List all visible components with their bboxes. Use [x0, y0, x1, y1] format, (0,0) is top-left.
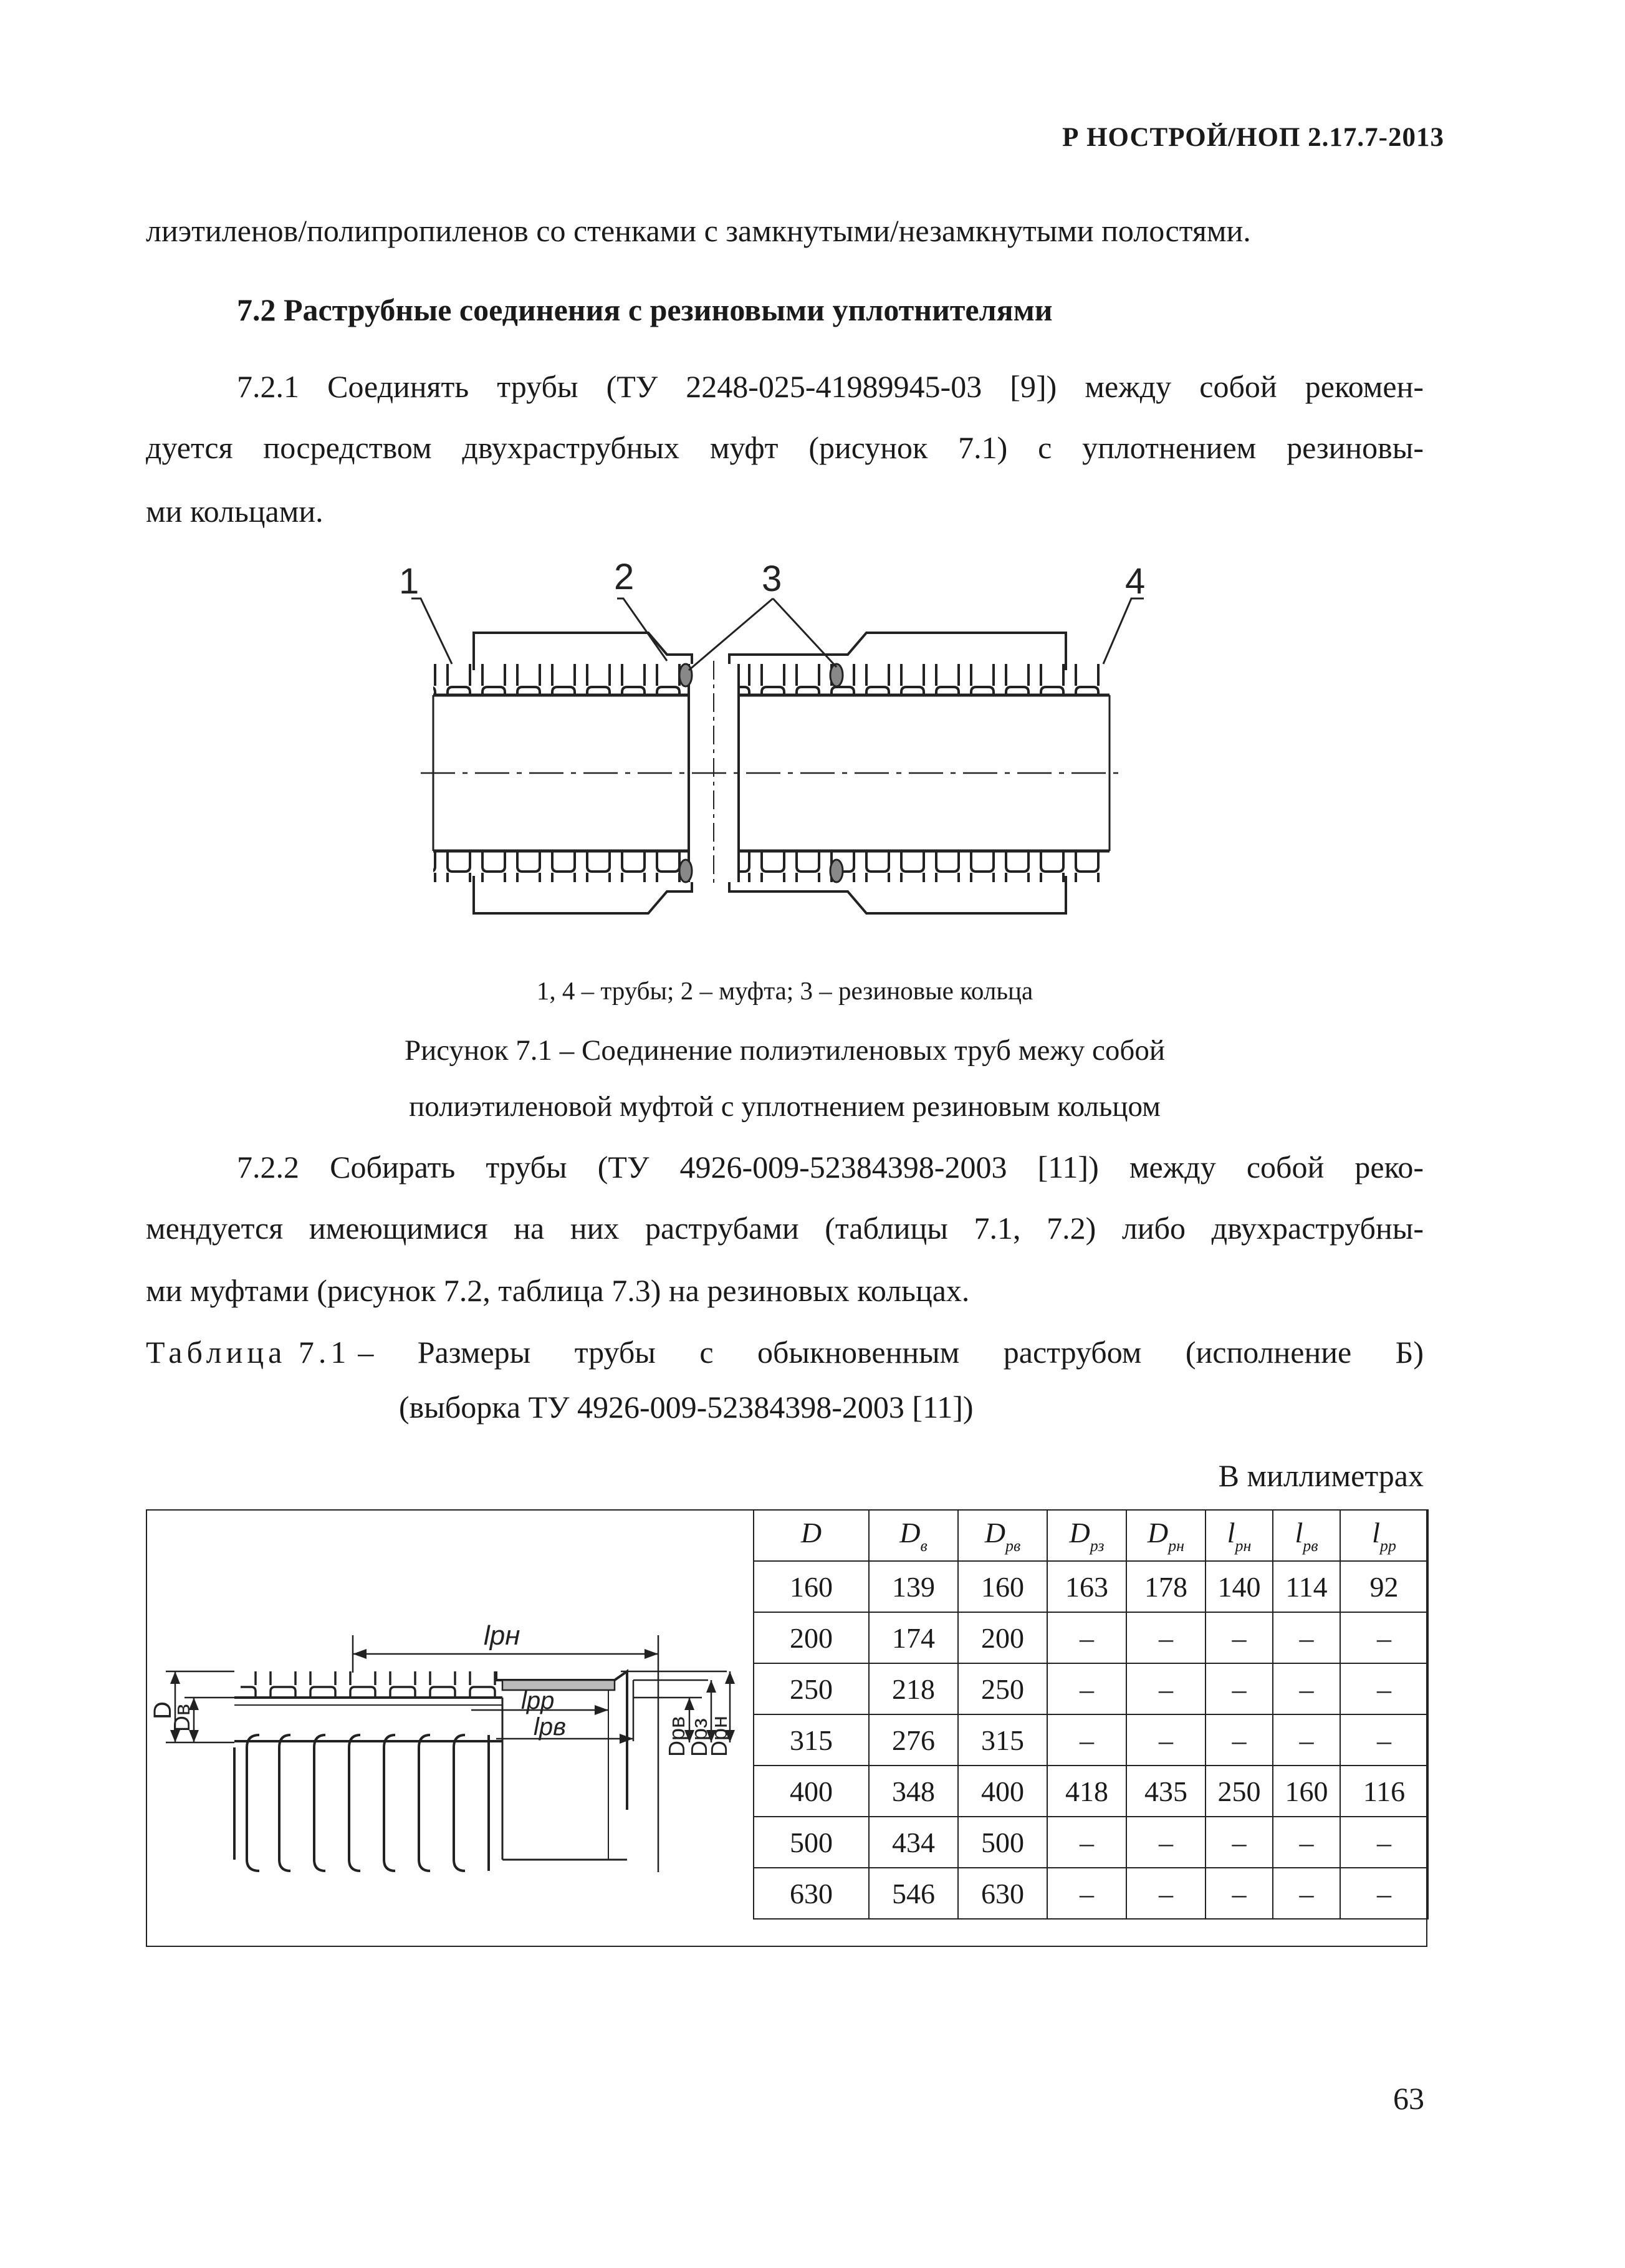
- rubber-ring: [679, 664, 692, 686]
- table-caption-line-2: (выборка ТУ 4926-009-52384398-2003 [11]): [399, 1390, 974, 1425]
- rubber-ring: [830, 860, 843, 882]
- column-header: $D_{рн}$: [1126, 1510, 1206, 1561]
- figure-legend: 1, 4 – трубы; 2 – муфта; 3 – резиновые кольца: [536, 976, 1033, 1005]
- table-row: [754, 1766, 1428, 1817]
- table-cell: 160: [1273, 1766, 1340, 1817]
- table-cell: 434: [869, 1817, 958, 1868]
- table-caption-line-1: [146, 1334, 1424, 1370]
- table-cell: 630: [754, 1868, 869, 1919]
- table-row: [754, 1868, 1428, 1919]
- table-cell: –: [1047, 1612, 1126, 1663]
- table-cell: 315: [754, 1714, 869, 1766]
- table-cell: 400: [754, 1766, 869, 1817]
- label-l-rn: lрн: [484, 1620, 520, 1651]
- document-header: Р НОСТРОЙ/НОП 2.17.7-2013: [1062, 123, 1444, 152]
- table-header-row: [754, 1510, 1428, 1561]
- callout-3: 3: [762, 561, 782, 599]
- table-cell: –: [1126, 1868, 1206, 1919]
- table-cell: –: [1273, 1663, 1340, 1714]
- table-cell: 140: [1206, 1561, 1273, 1612]
- table-cell: 116: [1340, 1766, 1428, 1817]
- column-header: $l_{рн}$: [1206, 1510, 1273, 1561]
- table-cell: –: [1340, 1663, 1428, 1714]
- table-cell: 250: [754, 1663, 869, 1714]
- callout-2: 2: [614, 561, 635, 597]
- table-cell: 160: [958, 1561, 1047, 1612]
- table-label: Таблица 7.1: [146, 1335, 351, 1370]
- table-cell: –: [1206, 1817, 1273, 1868]
- paragraph-7-2-2-line-2: мендуется имеющимися на них раструбами (таблицы 7.1, 7.2) либо двухраструбны-: [146, 1211, 1424, 1246]
- label-D-rz: Dрз: [686, 1718, 712, 1757]
- column-header: $D_в$: [869, 1510, 958, 1561]
- column-header: $D_{рв}$: [958, 1510, 1047, 1561]
- table-cell: 92: [1340, 1561, 1428, 1612]
- table-cell: –: [1206, 1663, 1273, 1714]
- table-cell: –: [1340, 1612, 1428, 1663]
- table-cell: 200: [958, 1612, 1047, 1663]
- label-D-v: Dв: [169, 1703, 194, 1732]
- table-cell: –: [1047, 1868, 1126, 1919]
- callout-1: 1: [399, 561, 419, 602]
- table-cell: 139: [869, 1561, 958, 1612]
- table-cell: –: [1340, 1714, 1428, 1766]
- table-cell: 160: [754, 1561, 869, 1612]
- rubber-ring: [679, 860, 692, 882]
- table-cell: 435: [1126, 1766, 1206, 1817]
- label-D-rn: Dрн: [706, 1716, 732, 1757]
- table-row: [754, 1663, 1428, 1714]
- figure-caption-line-1: Рисунок 7.1 – Соединение полиэтиленовых труб межу собой: [405, 1034, 1165, 1067]
- table-cell: 250: [958, 1663, 1047, 1714]
- table-cell: 400: [958, 1766, 1047, 1817]
- table-cell: 500: [958, 1817, 1047, 1868]
- table-cell: –: [1047, 1714, 1126, 1766]
- callout-4: 4: [1125, 561, 1146, 602]
- table-cell: 114: [1273, 1561, 1340, 1612]
- table-cell: –: [1273, 1868, 1340, 1919]
- table-title: – Размеры трубы с обыкновенным раструбом (исполнение Б): [358, 1335, 1424, 1370]
- rubber-ring: [830, 664, 843, 686]
- table-cell: –: [1273, 1612, 1340, 1663]
- column-header: D: [754, 1510, 869, 1561]
- table-cell: 200: [754, 1612, 869, 1663]
- paragraph-7-2-1-line-1: 7.2.1 Соединять трубы (ТУ 2248-025-41989945-03 [9]) между собой рекомен-: [237, 369, 1424, 404]
- table-7-1-drawing: [147, 1511, 753, 1946]
- figure-caption-line-2: полиэтиленовой муфтой с уплотнением резиновым кольцом: [409, 1090, 1161, 1123]
- page-number: 63: [1393, 2081, 1424, 2116]
- table-cell: –: [1340, 1817, 1428, 1868]
- table-cell: –: [1126, 1612, 1206, 1663]
- paragraph-7-2-2-line-3: ми муфтами (рисунок 7.2, таблица 7.3) на резиновых кольцах.: [146, 1273, 970, 1308]
- table-cell: –: [1273, 1817, 1340, 1868]
- table-cell: –: [1126, 1663, 1206, 1714]
- paragraph-continuation: лиэтиленов/полипропиленов со стенками с замкнутыми/незамкнутыми полостями.: [146, 213, 1251, 248]
- table-cell: 348: [869, 1766, 958, 1817]
- section-heading-7-2: 7.2 Раструбные соединения с резиновыми уплотнителями: [237, 292, 1053, 327]
- paragraph-7-2-1-line-2: дуется посредством двухраструбных муфт (рисунок 7.1) с уплотнением резиновы-: [146, 430, 1424, 465]
- column-header: $l_{рв}$: [1273, 1510, 1340, 1561]
- table-cell: 418: [1047, 1766, 1126, 1817]
- table-row: [754, 1612, 1428, 1663]
- table-cell: –: [1206, 1612, 1273, 1663]
- table-cell: 500: [754, 1817, 869, 1868]
- table-cell: 276: [869, 1714, 958, 1766]
- table-cell: 174: [869, 1612, 958, 1663]
- table-cell: –: [1273, 1714, 1340, 1766]
- table-cell: –: [1340, 1868, 1428, 1919]
- units-label: В миллиметрах: [1218, 1458, 1424, 1493]
- dimensions-table: [753, 1509, 1429, 1920]
- column-header: $l_{рр}$: [1340, 1510, 1428, 1561]
- table-cell: 250: [1206, 1766, 1273, 1817]
- label-D-rv: Dрв: [664, 1716, 689, 1757]
- table-cell: 630: [958, 1868, 1047, 1919]
- label-l-rv: lрв: [534, 1713, 567, 1741]
- table-cell: 218: [869, 1663, 958, 1714]
- label-l-rr: lрр: [521, 1687, 555, 1714]
- table-cell: 546: [869, 1868, 958, 1919]
- table-cell: –: [1206, 1714, 1273, 1766]
- table-row: [754, 1561, 1428, 1612]
- table-row: [754, 1817, 1428, 1868]
- table-cell: –: [1047, 1817, 1126, 1868]
- table-cell: –: [1126, 1714, 1206, 1766]
- table-row: [754, 1714, 1428, 1766]
- column-header: $D_{рз}$: [1047, 1510, 1126, 1561]
- paragraph-7-2-1-line-3: ми кольцами.: [146, 494, 324, 529]
- table-cell: –: [1206, 1868, 1273, 1919]
- table-cell: –: [1126, 1817, 1206, 1868]
- label-D: D: [149, 1701, 176, 1719]
- paragraph-7-2-2-line-1: 7.2.2 Собирать трубы (ТУ 4926-009-52384398-2003 [11]) между собой реко-: [237, 1150, 1424, 1184]
- figure-7-1-drawing: [374, 561, 1172, 960]
- table-cell: –: [1047, 1663, 1126, 1714]
- table-cell: 163: [1047, 1561, 1126, 1612]
- table-cell: 315: [958, 1714, 1047, 1766]
- table-cell: 178: [1126, 1561, 1206, 1612]
